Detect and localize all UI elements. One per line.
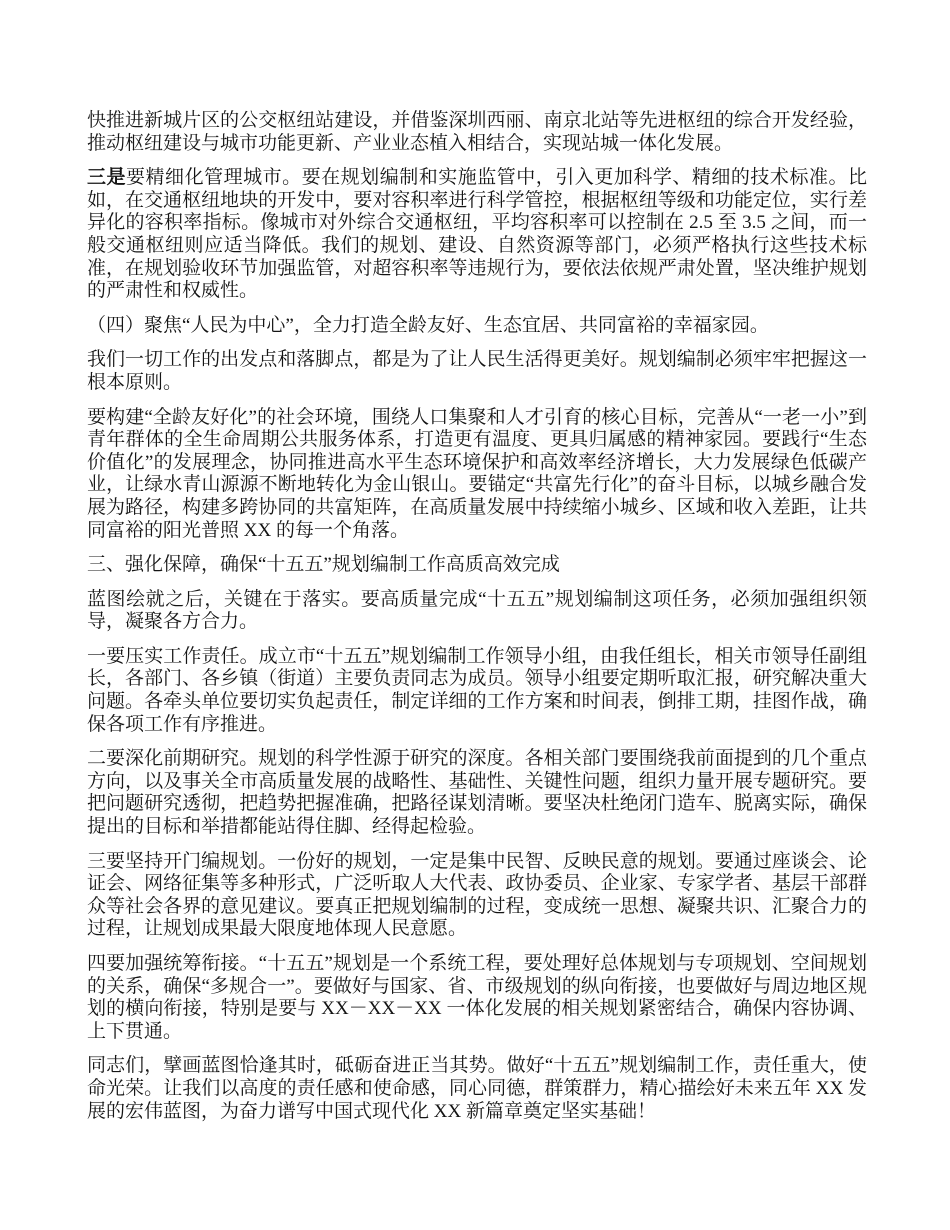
paragraph-people-first-principle: 我们一切工作的出发点和落脚点，都是为了让人民生活得更美好。规划编制必须牢牢把握这一根本原则。 <box>87 349 867 393</box>
paragraph-first-responsibility: 一要压实工作责任。成立市“十五五”规划编制工作领导小组，由我任组长，相关市领导任副组长，各部门、各乡镇（街道）主要负责同志为成员。领导小组要定期听取汇报，研究解决重大问题。各牵头单位要切实负起责任，制定详细的工作方案和时间表，倒排工期，挂图作战，确保各项工作有序推进。 <box>87 645 867 735</box>
paragraph-fourth-coordination: 四要加强统筹衔接。“十五五”规划是一个系统工程，要处理好总体规划与专项规划、空间规划的关系，确保“多规合一”。要做好与国家、省、市级规划的纵向衔接，也要做好与周边地区规划的横向衔接，特别是要与 XX－XX－XX 一体化发展的相关规划紧密结合，确保内容协调、上下贯通。 <box>87 953 867 1042</box>
paragraph-age-friendly-eco-commonwealth: 要构建“全龄友好化”的社会环境，围绕人口集聚和人才引育的核心目标，完善从“一老一小”到青年群体的全生命周期公共服务体系，打造更有温度、更具归属感的精神家园。要践行“生态价值化”的发展理念，协同推进高水平生态环境保护和高效率经济增长，大力发展绿色低碳产业，让绿水青山源源不断地转化为金山银山。要锚定“共富先行化”的奋斗目标，以城乡融合发展为路径，构建多跨协同的共富矩阵，在高质量发展中持续缩小城乡、区域和收入差距，让共同富裕的阳光普照 XX 的每一个角落。 <box>87 406 867 541</box>
paragraph-hub-station: 快推进新城片区的公交枢纽站建设，并借鉴深圳西丽、南京北站等先进枢纽的综合开发经验，推动枢纽建设与城市功能更新、产业业态植入相结合，实现站城一体化发展。 <box>87 110 867 154</box>
paragraph-second-research: 二要深化前期研究。规划的科学性源于研究的深度。各相关部门要围绕我前面提到的几个重点方向，以及事关全市高质量发展的战略性、基础性、关键性问题，组织力量开展专题研究。要把问题研究透彻，把趋势把握准确，把路径谋划清晰。要坚决杜绝闭门造车、脱离实际，确保提出的目标和举措都能站得住脚、经得起检验。 <box>87 748 867 838</box>
document-body <box>87 110 867 1135</box>
paragraph-lead-bold: 三是 <box>87 167 127 189</box>
paragraph-section-four-heading: （四）聚焦“人民为中心”，全力打造全龄友好、生态宜居、共同富裕的幸福家园。 <box>87 314 769 336</box>
paragraph-third-open-planning: 三要坚持开门编规划。一份好的规划，一定是集中民智、反映民意的规划。要通过座谈会、论证会、网络征集等多种形式，广泛听取人大代表、政协委员、企业家、专家学者、基层干部群众等社会各界的意见建议。要真正把规划编制的过程，变成统一思想、凝聚共识、汇聚合力的过程，让规划成果最大限度地体现人民意愿。 <box>87 850 867 940</box>
paragraph-blueprint-implementation: 蓝图绘就之后，关键在于落实。要高质量完成“十五五”规划编制这项任务，必须加强组织领导，凝聚各方合力。 <box>87 588 867 633</box>
paragraph-section-three-heading: 三、强化保障，确保“十五五”规划编制工作高质高效完成 <box>87 554 560 576</box>
paragraph-third-point-city-management: 三是要精细化管理城市。要在规划编制和实施监管中，引入更加科学、精细的技术标准。比如，在交通枢纽地块的开发中，要对容积率进行科学管控，根据枢纽等级和功能定位，实行差异化的容积率指标。像城市对外综合交通枢纽，平均容积率可以控制在 2.5 至 3.5 之间，而一般交通枢纽则应适当降低。我们的规划、建设、自然资源等部门，必须严格执行这些技术标准，在规划验收环节加强监管，对超容积率等违规行为，要依法依规严肃处置，坚决维护规划的严肃性和权威性。 <box>87 167 867 302</box>
paragraph-closing: 同志们，擘画蓝图恰逢其时，砥砺奋进正当其势。做好“十五五”规划编制工作，责任重大，使命光荣。让我们以高度的责任感和使命感，同心同德，群策群力，精心描绘好未来五年 XX 发展的宏伟蓝图，为奋力谱写中国式现代化 XX 新篇章奠定坚实基础！ <box>87 1055 867 1122</box>
